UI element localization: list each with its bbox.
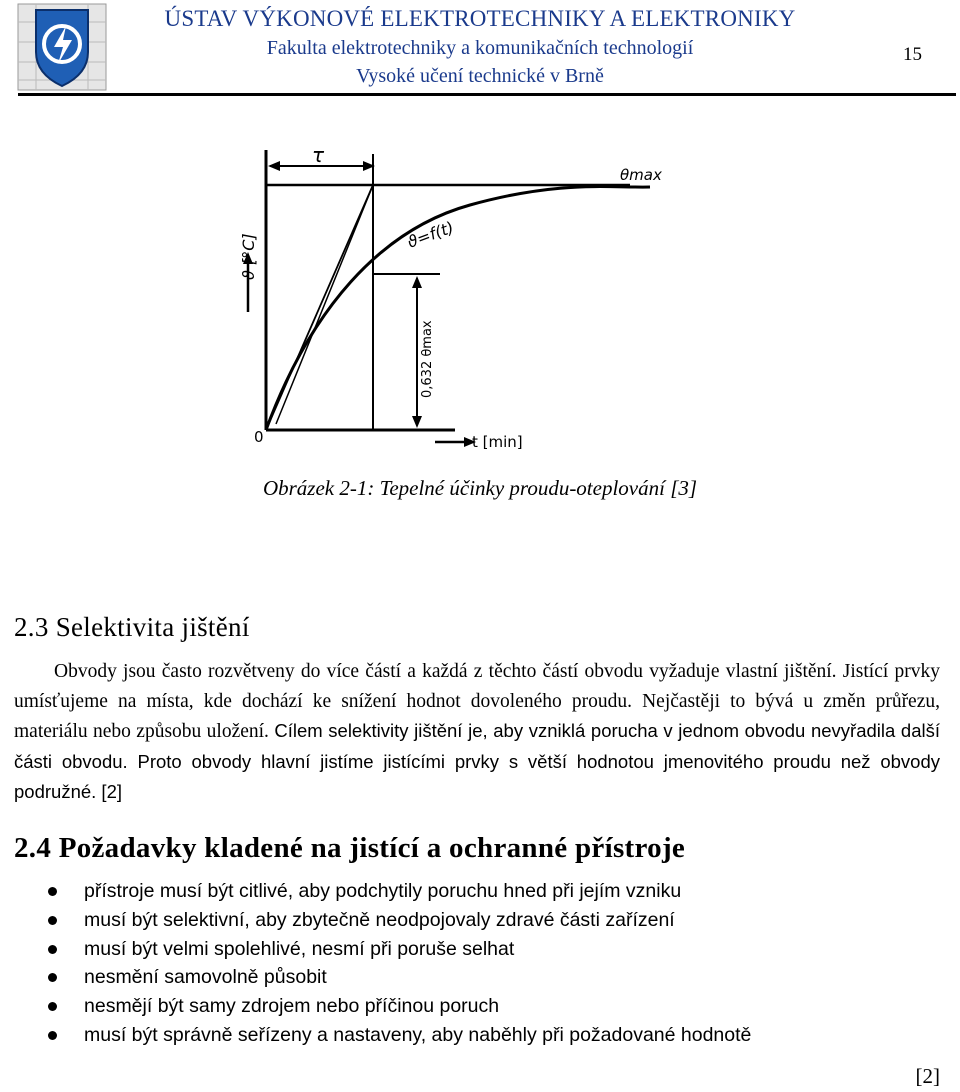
reference-citation: [2] bbox=[915, 1064, 940, 1088]
list-item: nesmějí být samy zdrojem nebo příčinou poruch bbox=[44, 992, 751, 1021]
university-name: Vysoké učení technické v Brně bbox=[356, 65, 604, 87]
origin-label: 0 bbox=[254, 428, 264, 446]
bullet-icon bbox=[48, 945, 57, 954]
bullet-icon bbox=[48, 887, 57, 896]
bullet-icon bbox=[48, 1031, 57, 1040]
list-item: přístroje musí být citlivé, aby podchytily poruchu hned při jejím vzniku bbox=[44, 877, 751, 906]
curve-label: ϑ=f(t) bbox=[404, 217, 457, 252]
tangent-line-b bbox=[276, 185, 373, 424]
list-item: musí být správně seřízeny a nastaveny, aby naběhly při požadované hodnotě bbox=[44, 1021, 751, 1050]
rise-label: 0,632 θmax bbox=[420, 320, 435, 398]
bullet-icon bbox=[48, 916, 57, 925]
bullet-icon bbox=[48, 973, 57, 982]
theta-max-label: θmax bbox=[620, 166, 662, 184]
selectivity-paragraph bbox=[14, 657, 940, 808]
header-divider bbox=[18, 93, 956, 96]
paragraph-text-a: Obvody jsou často rozvětveny do více částí a každá z těchto částí obvodu vyžaduje vlastní jištění. Jistící prvky umísťujeme na místa, kde dochází ke snížení hodnot dovoleného proudu. Nejčastěji to bývá u změn průřezu, materiálu nebo způsobu uložení. bbox=[14, 661, 940, 742]
heating-curve-diagram bbox=[230, 140, 700, 460]
section-heading-requirements: 2.4 Požadavky kladené na jistící a ochranné přístroje bbox=[14, 832, 686, 864]
vut-logo bbox=[16, 2, 108, 92]
list-item: nesmění samovolně působit bbox=[44, 963, 751, 992]
requirements-list bbox=[44, 877, 751, 1050]
figure-caption: Obrázek 2-1: Tepelné účinky proudu-oteplování [3] bbox=[262, 476, 698, 500]
vut-feec-shield-logo-icon bbox=[16, 2, 108, 92]
x-axis-label: t [min] bbox=[472, 433, 523, 451]
bullet-icon bbox=[48, 1002, 57, 1011]
faculty-name: Fakulta elektrotechniky a komunikačních technologií bbox=[266, 37, 694, 59]
institute-name: ÚSTAV VÝKONOVÉ ELEKTROTECHNIKY A ELEKTRONIKY bbox=[164, 6, 796, 31]
page-header bbox=[120, 4, 840, 90]
page-number: 15 bbox=[903, 44, 922, 65]
list-item: musí být velmi spolehlivé, nesmí při poruše selhat bbox=[44, 935, 751, 964]
y-axis-label: ϑ [°C] bbox=[239, 233, 258, 280]
paragraph-text-b: Cílem selektivity jištění je, aby vzniklá porucha v jednom obvodu nevyřadila další části obvodu. Proto obvody hlavní jistíme jistícími prvky s větší hodnotou jmenovitého proudu než obvody podružné. [2] bbox=[14, 720, 941, 802]
heating-curve-figure bbox=[230, 140, 700, 460]
section-heading-selectivity: 2.3 Selektivita jištění bbox=[14, 612, 250, 642]
list-item: musí být selektivní, aby zbytečně neodpojovaly zdravé části zařízení bbox=[44, 906, 751, 935]
tau-label: τ bbox=[312, 143, 325, 167]
